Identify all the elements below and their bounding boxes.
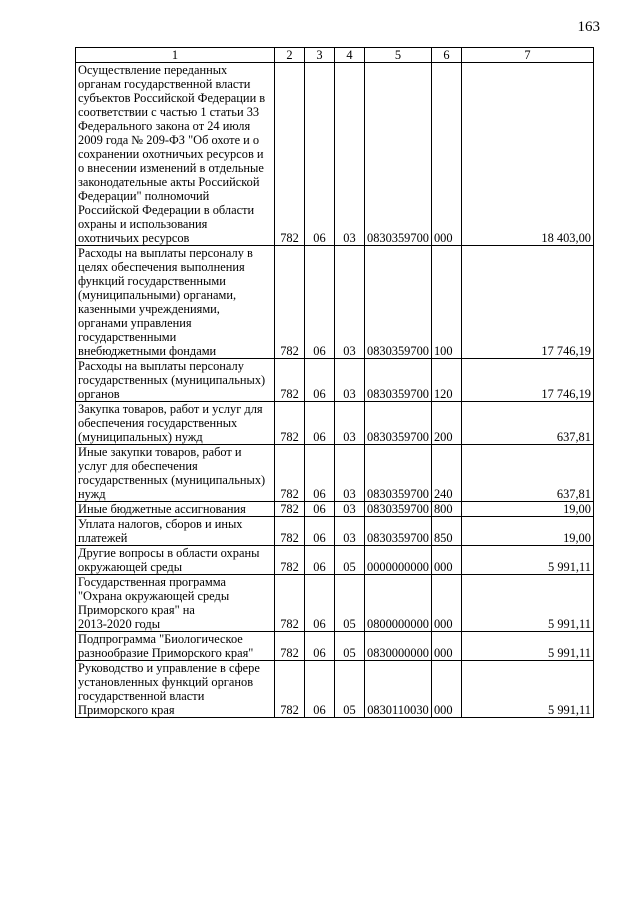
row-admin-code: 782: [275, 546, 305, 575]
row-description: [76, 445, 275, 502]
description-line: Российской Федерации в области: [78, 203, 255, 217]
row-target-article-code: 0800000000: [365, 575, 432, 632]
row-section-code: 06: [305, 359, 335, 402]
row-amount: 5 991,11: [461, 546, 593, 575]
description-line: государственных (муниципальных): [78, 473, 266, 487]
budget-table: [75, 47, 594, 718]
row-subsection-code: 03: [335, 502, 365, 517]
table-row: [76, 445, 594, 502]
description-line: охраны и использования: [78, 217, 208, 231]
row-section-code: 06: [305, 445, 335, 502]
table-header-row: [76, 48, 594, 63]
row-section-code: 06: [305, 63, 335, 246]
row-section-code: 06: [305, 661, 335, 718]
description-line: соответствии с частью 1 статьи 33: [78, 105, 260, 119]
row-expense-type-code: 120: [431, 359, 461, 402]
description-line: Иные бюджетные ассигнования: [78, 502, 246, 516]
row-subsection-code: 03: [335, 63, 365, 246]
column-header: 2: [275, 48, 305, 63]
description-line: сохранении охотничьих ресурсов и: [78, 147, 264, 161]
row-amount: 19,00: [461, 517, 593, 546]
description-line: о внесении изменений в отдельные: [78, 161, 264, 175]
row-target-article-code: 0830359700: [365, 402, 432, 445]
table-row: [76, 575, 594, 632]
row-description: [76, 517, 275, 546]
row-amount: 5 991,11: [461, 575, 593, 632]
description-line: установленных функций органов: [78, 675, 254, 689]
description-line: казенными учреждениями,: [78, 302, 220, 316]
row-expense-type-code: 000: [431, 661, 461, 718]
table-row: [76, 632, 594, 661]
row-target-article-code: 0830359700: [365, 517, 432, 546]
row-subsection-code: 03: [335, 359, 365, 402]
column-header: 4: [335, 48, 365, 63]
description-line: субъектов Российской Федерации в: [78, 91, 266, 105]
row-subsection-code: 03: [335, 445, 365, 502]
description-line: государственной власти: [78, 689, 205, 703]
description-line: Иные закупки товаров, работ и: [78, 445, 242, 459]
description-line: Осуществление переданных: [78, 63, 228, 77]
row-amount: 17 746,19: [461, 246, 593, 359]
description-line: платежей: [78, 531, 128, 545]
row-target-article-code: 0000000000: [365, 546, 432, 575]
description-line: внебюджетными фондами: [78, 344, 217, 358]
row-amount: 19,00: [461, 502, 593, 517]
description-line: обеспечения государственных: [78, 416, 238, 430]
row-section-code: 06: [305, 517, 335, 546]
table-body: [76, 63, 594, 718]
row-amount: 18 403,00: [461, 63, 593, 246]
row-admin-code: 782: [275, 402, 305, 445]
description-line: окружающей среды: [78, 560, 183, 574]
row-expense-type-code: 000: [431, 575, 461, 632]
description-line: органов: [78, 387, 120, 401]
row-target-article-code: 0830359700: [365, 502, 432, 517]
table-row: [76, 63, 594, 246]
row-subsection-code: 05: [335, 632, 365, 661]
row-subsection-code: 03: [335, 246, 365, 359]
row-subsection-code: 03: [335, 517, 365, 546]
column-header: 3: [305, 48, 335, 63]
description-line: охотничьих ресурсов: [78, 231, 190, 245]
table-row: [76, 502, 594, 517]
description-line: органам государственной власти: [78, 77, 251, 91]
row-description: [76, 63, 275, 246]
description-line: целях обеспечения выполнения: [78, 260, 245, 274]
row-amount: 5 991,11: [461, 661, 593, 718]
description-line: Подпрограмма "Биологическое: [78, 632, 243, 646]
row-amount: 17 746,19: [461, 359, 593, 402]
description-line: (муниципальными) органами,: [78, 288, 237, 302]
table-row: [76, 517, 594, 546]
row-description: [76, 546, 275, 575]
description-line: Уплата налогов, сборов и иных: [78, 517, 243, 531]
description-line: нужд: [78, 487, 106, 501]
description-line: "Охрана окружающей среды: [78, 589, 230, 603]
row-description: [76, 359, 275, 402]
row-description: [76, 661, 275, 718]
description-line: Закупка товаров, работ и услуг для: [78, 402, 263, 416]
description-line: Приморского края" на: [78, 603, 195, 617]
description-line: 2009 года № 209-ФЗ "Об охоте и о: [78, 133, 260, 147]
description-line: Руководство и управление в сфере: [78, 661, 260, 675]
row-subsection-code: 05: [335, 661, 365, 718]
row-admin-code: 782: [275, 63, 305, 246]
description-line: государственных (муниципальных): [78, 373, 266, 387]
row-admin-code: 782: [275, 246, 305, 359]
row-amount: 5 991,11: [461, 632, 593, 661]
row-subsection-code: 05: [335, 575, 365, 632]
row-admin-code: 782: [275, 575, 305, 632]
table-row: [76, 246, 594, 359]
column-header: 6: [431, 48, 461, 63]
table-row: [76, 359, 594, 402]
description-line: Расходы на выплаты персоналу: [78, 359, 244, 373]
row-admin-code: 782: [275, 445, 305, 502]
row-expense-type-code: 800: [431, 502, 461, 517]
description-line: законодательные акты Российской: [78, 175, 260, 189]
description-line: разнообразие Приморского края": [78, 646, 254, 660]
row-expense-type-code: 000: [431, 632, 461, 661]
row-expense-type-code: 200: [431, 402, 461, 445]
row-amount: 637,81: [461, 402, 593, 445]
description-line: функций государственными: [78, 274, 226, 288]
row-description: [76, 632, 275, 661]
description-line: Приморского края: [78, 703, 175, 717]
row-description: [76, 402, 275, 445]
row-expense-type-code: 100: [431, 246, 461, 359]
description-line: Государственная программа: [78, 575, 226, 589]
row-target-article-code: 0830359700: [365, 246, 432, 359]
row-target-article-code: 0830110030: [365, 661, 432, 718]
table-row: [76, 661, 594, 718]
row-subsection-code: 05: [335, 546, 365, 575]
row-description: [76, 575, 275, 632]
row-target-article-code: 0830359700: [365, 63, 432, 246]
row-description: [76, 502, 275, 517]
column-header: 5: [365, 48, 432, 63]
row-target-article-code: 0830000000: [365, 632, 432, 661]
description-line: Федерации" полномочий: [78, 189, 210, 203]
row-section-code: 06: [305, 402, 335, 445]
page-number: 163: [577, 19, 600, 35]
description-line: государственными: [78, 330, 177, 344]
row-target-article-code: 0830359700: [365, 445, 432, 502]
row-admin-code: 782: [275, 517, 305, 546]
row-subsection-code: 03: [335, 402, 365, 445]
row-admin-code: 782: [275, 632, 305, 661]
row-target-article-code: 0830359700: [365, 359, 432, 402]
description-line: Расходы на выплаты персоналу в: [78, 246, 253, 260]
row-section-code: 06: [305, 246, 335, 359]
description-line: Другие вопросы в области охраны: [78, 546, 260, 560]
description-line: (муниципальных) нужд: [78, 430, 203, 444]
description-line: 2013-2020 годы: [78, 617, 161, 631]
row-expense-type-code: 000: [431, 546, 461, 575]
table-row: [76, 546, 594, 575]
row-admin-code: 782: [275, 502, 305, 517]
row-expense-type-code: 240: [431, 445, 461, 502]
row-expense-type-code: 000: [431, 63, 461, 246]
row-section-code: 06: [305, 632, 335, 661]
description-line: органами управления: [78, 316, 192, 330]
row-admin-code: 782: [275, 661, 305, 718]
row-section-code: 06: [305, 502, 335, 517]
column-header: 1: [76, 48, 275, 63]
row-amount: 637,81: [461, 445, 593, 502]
row-section-code: 06: [305, 575, 335, 632]
description-line: Федерального закона от 24 июля: [78, 119, 251, 133]
row-expense-type-code: 850: [431, 517, 461, 546]
column-header: 7: [461, 48, 593, 63]
row-description: [76, 246, 275, 359]
row-section-code: 06: [305, 546, 335, 575]
row-admin-code: 782: [275, 359, 305, 402]
table-row: [76, 402, 594, 445]
description-line: услуг для обеспечения: [78, 459, 198, 473]
